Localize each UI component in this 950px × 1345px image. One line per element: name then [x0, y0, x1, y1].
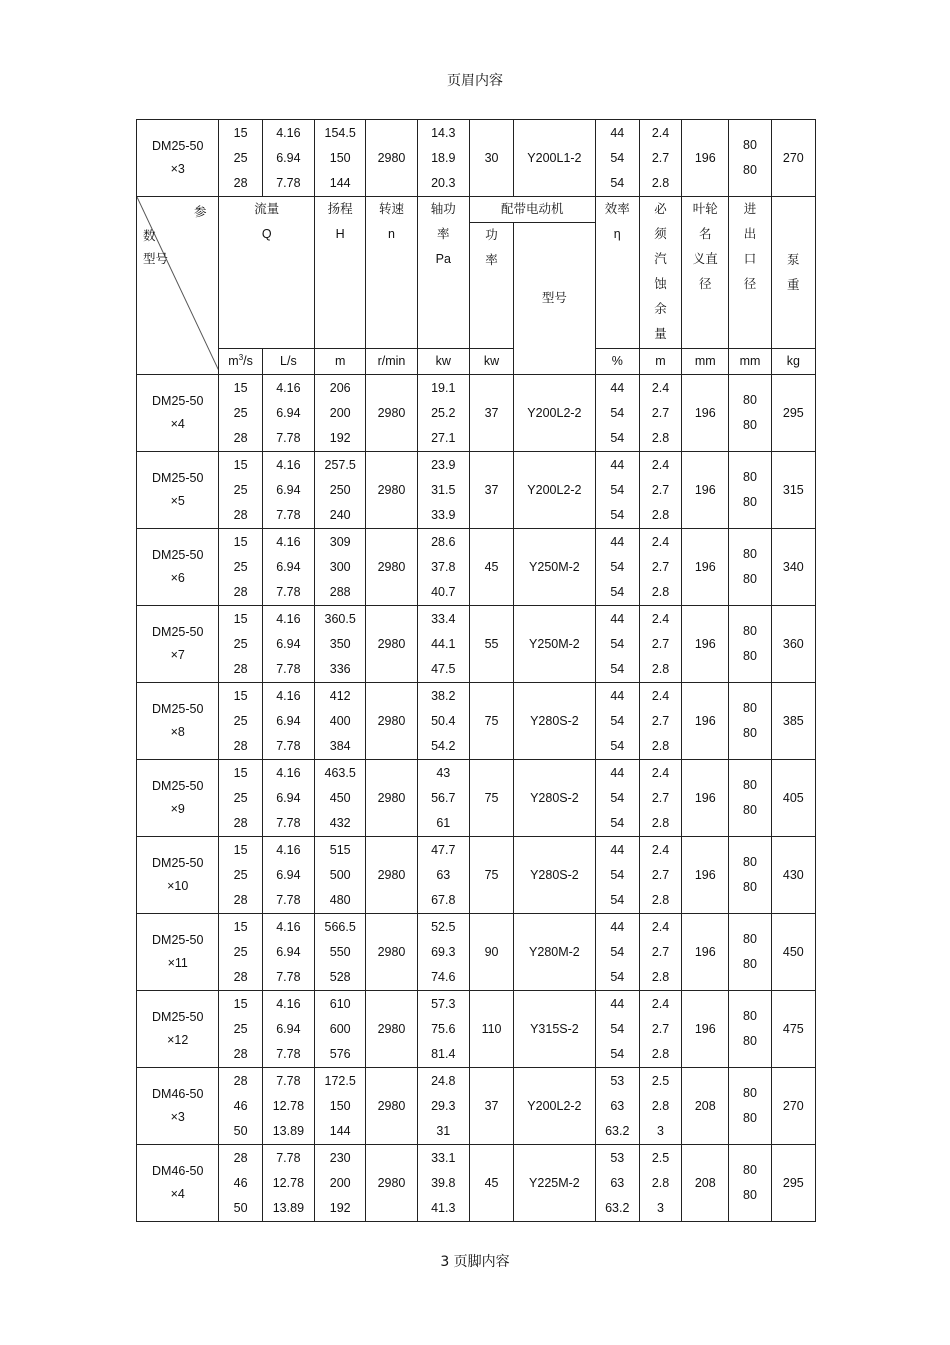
shaft-power-cell: 33.4 44.1 47.5 [417, 606, 469, 683]
motor-power-cell: 30 [469, 120, 513, 197]
header-shu-label: 数 [143, 229, 156, 243]
header-head: 扬程 H [315, 197, 366, 349]
unit-port: mm [729, 349, 771, 375]
motor-model-cell: Y225M-2 [514, 1145, 595, 1222]
header-speed: 转速 n [366, 197, 417, 349]
motor-power-cell: 37 [469, 375, 513, 452]
flow-ls-cell: 4.16 6.94 7.78 [262, 760, 314, 837]
motor-power-cell: 75 [469, 837, 513, 914]
efficiency-cell: 44 54 54 [595, 452, 639, 529]
impeller-cell: 208 [682, 1068, 729, 1145]
model-cell: DM25-50 ×8 [137, 683, 219, 760]
npsh-cell: 2.5 2.8 3 [639, 1068, 681, 1145]
model-cell: DM25-50 ×3 [137, 120, 219, 197]
port-cell: 80 80 [729, 529, 771, 606]
table-row [137, 1068, 816, 1145]
shaft-power-cell: 52.5 69.3 74.6 [417, 914, 469, 991]
speed-cell: 2980 [366, 375, 417, 452]
impeller-cell: 196 [682, 375, 729, 452]
speed-cell: 2980 [366, 452, 417, 529]
flow-m3-cell: 15 25 28 [219, 683, 262, 760]
flow-m3-cell: 15 25 28 [219, 529, 262, 606]
table-row [137, 837, 816, 914]
flow-m3-cell: 28 46 50 [219, 1068, 262, 1145]
head-cell: 463.5 450 432 [315, 760, 366, 837]
flow-ls-cell: 4.16 6.94 7.78 [262, 452, 314, 529]
shaft-power-cell: 28.6 37.8 40.7 [417, 529, 469, 606]
npsh-cell: 2.4 2.7 2.8 [639, 914, 681, 991]
motor-model-cell: Y200L2-2 [514, 375, 595, 452]
weight-cell: 295 [771, 1145, 815, 1222]
impeller-cell: 208 [682, 1145, 729, 1222]
npsh-cell: 2.4 2.7 2.8 [639, 683, 681, 760]
table-row [137, 760, 816, 837]
speed-cell: 2980 [366, 120, 417, 197]
motor-power-cell: 110 [469, 991, 513, 1068]
shaft-power-cell: 38.2 50.4 54.2 [417, 683, 469, 760]
efficiency-cell: 44 54 54 [595, 375, 639, 452]
header-npsh: 必 须 汽 蚀 余 量 [639, 197, 681, 349]
weight-cell: 270 [771, 120, 815, 197]
header-efficiency: 效率 η [595, 197, 639, 349]
efficiency-cell: 44 54 54 [595, 683, 639, 760]
unit-shaft: kw [417, 349, 469, 375]
port-cell: 80 80 [729, 452, 771, 529]
npsh-cell: 2.4 2.7 2.8 [639, 991, 681, 1068]
flow-m3-cell: 15 25 28 [219, 760, 262, 837]
flow-m3-cell: 15 25 28 [219, 606, 262, 683]
efficiency-cell: 44 54 54 [595, 606, 639, 683]
table-row [137, 683, 816, 760]
speed-cell: 2980 [366, 1068, 417, 1145]
head-cell: 206 200 192 [315, 375, 366, 452]
header-model-label: 型号 [143, 252, 169, 266]
weight-cell: 405 [771, 760, 815, 837]
flow-ls-cell: 4.16 6.94 7.78 [262, 529, 314, 606]
motor-power-cell: 75 [469, 760, 513, 837]
head-cell: 360.5 350 336 [315, 606, 366, 683]
port-cell: 80 80 [729, 683, 771, 760]
weight-cell: 360 [771, 606, 815, 683]
unit-efficiency: % [595, 349, 639, 375]
head-cell: 154.5 150 144 [315, 120, 366, 197]
speed-cell: 2980 [366, 529, 417, 606]
efficiency-cell: 53 63 63.2 [595, 1145, 639, 1222]
model-cell: DM25-50 ×6 [137, 529, 219, 606]
unit-flow-m3: $m^3/s$ [219, 349, 262, 375]
port-cell: 80 80 [729, 991, 771, 1068]
head-cell: 566.5 550 528 [315, 914, 366, 991]
table-row [137, 375, 816, 452]
motor-model-cell: Y315S-2 [514, 991, 595, 1068]
speed-cell: 2980 [366, 683, 417, 760]
motor-power-cell: 37 [469, 452, 513, 529]
impeller-cell: 196 [682, 452, 729, 529]
model-cell: DM25-50 ×5 [137, 452, 219, 529]
shaft-power-cell: 14.3 18.9 20.3 [417, 120, 469, 197]
header-motor-model: 型号 [514, 223, 595, 375]
model-cell: DM25-50 ×7 [137, 606, 219, 683]
motor-power-cell: 55 [469, 606, 513, 683]
head-cell: 515 500 480 [315, 837, 366, 914]
npsh-cell: 2.4 2.7 2.8 [639, 120, 681, 197]
weight-cell: 385 [771, 683, 815, 760]
npsh-cell: 2.4 2.7 2.8 [639, 375, 681, 452]
page-footer: 3 页脚内容 [440, 1254, 510, 1270]
speed-cell: 2980 [366, 991, 417, 1068]
weight-cell: 475 [771, 991, 815, 1068]
weight-cell: 450 [771, 914, 815, 991]
motor-model-cell: Y200L1-2 [514, 120, 595, 197]
port-cell: 80 80 [729, 1145, 771, 1222]
header-impeller: 叶轮 名 义直 径 [682, 197, 729, 349]
flow-ls-cell: 4.16 6.94 7.78 [262, 375, 314, 452]
impeller-cell: 196 [682, 837, 729, 914]
table-row [137, 914, 816, 991]
header-port: 进 出 口 径 [729, 197, 771, 349]
unit-impeller: mm [682, 349, 729, 375]
port-cell: 80 80 [729, 120, 771, 197]
model-cell: DM46-50 ×4 [137, 1145, 219, 1222]
motor-model-cell: Y250M-2 [514, 606, 595, 683]
npsh-cell: 2.4 2.7 2.8 [639, 529, 681, 606]
motor-power-cell: 45 [469, 1145, 513, 1222]
unit-flow-ls: L/s [262, 349, 314, 375]
table-body-top [137, 120, 816, 197]
shaft-power-cell: 33.1 39.8 41.3 [417, 1145, 469, 1222]
speed-cell: 2980 [366, 760, 417, 837]
efficiency-cell: 44 54 54 [595, 120, 639, 197]
header-flow: 流量 Q [219, 197, 315, 349]
head-cell: 610 600 576 [315, 991, 366, 1068]
table-row [137, 529, 816, 606]
unit-npsh: m [639, 349, 681, 375]
unit-motor-power: kw [469, 349, 513, 375]
motor-model-cell: Y280S-2 [514, 837, 595, 914]
efficiency-cell: 53 63 63.2 [595, 1068, 639, 1145]
motor-power-cell: 75 [469, 683, 513, 760]
flow-ls-cell: 4.16 6.94 7.78 [262, 120, 314, 197]
motor-model-cell: Y250M-2 [514, 529, 595, 606]
pump-spec-table [136, 119, 816, 1222]
port-cell: 80 80 [729, 375, 771, 452]
port-cell: 80 80 [729, 837, 771, 914]
head-cell: 230 200 192 [315, 1145, 366, 1222]
efficiency-cell: 44 54 54 [595, 529, 639, 606]
motor-model-cell: Y200L2-2 [514, 1068, 595, 1145]
speed-cell: 2980 [366, 1145, 417, 1222]
header-motor-power: 功 率 [469, 223, 513, 349]
table-body [137, 375, 816, 1222]
port-cell: 80 80 [729, 914, 771, 991]
model-cell: DM25-50 ×9 [137, 760, 219, 837]
weight-cell: 270 [771, 1068, 815, 1145]
header-shaft-power: 轴功 率 Pa [417, 197, 469, 349]
motor-power-cell: 45 [469, 529, 513, 606]
npsh-cell: 2.4 2.7 2.8 [639, 837, 681, 914]
weight-cell: 295 [771, 375, 815, 452]
flow-ls-cell: 4.16 6.94 7.78 [262, 606, 314, 683]
efficiency-cell: 44 54 54 [595, 991, 639, 1068]
flow-m3-cell: 15 25 28 [219, 120, 262, 197]
table-row [137, 991, 816, 1068]
flow-ls-cell: 4.16 6.94 7.78 [262, 683, 314, 760]
header-weight: 泵 重 [771, 197, 815, 349]
head-cell: 257.5 250 240 [315, 452, 366, 529]
efficiency-cell: 44 54 54 [595, 837, 639, 914]
header-param-label: 参 [193, 205, 207, 219]
model-cell: DM25-50 ×10 [137, 837, 219, 914]
flow-m3-cell: 15 25 28 [219, 837, 262, 914]
flow-m3-cell: 15 25 28 [219, 991, 262, 1068]
shaft-power-cell: 43 56.7 61 [417, 760, 469, 837]
impeller-cell: 196 [682, 606, 729, 683]
diagonal-header-cell [137, 197, 219, 375]
port-cell: 80 80 [729, 1068, 771, 1145]
impeller-cell: 196 [682, 683, 729, 760]
table-header [137, 197, 816, 375]
impeller-cell: 196 [682, 529, 729, 606]
shaft-power-cell: 24.8 29.3 31 [417, 1068, 469, 1145]
efficiency-cell: 44 54 54 [595, 914, 639, 991]
motor-power-cell: 90 [469, 914, 513, 991]
head-cell: 412 400 384 [315, 683, 366, 760]
head-cell: 172.5 150 144 [315, 1068, 366, 1145]
shaft-power-cell: 19.1 25.2 27.1 [417, 375, 469, 452]
impeller-cell: 196 [682, 991, 729, 1068]
table-row [137, 1145, 816, 1222]
flow-m3-cell: 28 46 50 [219, 1145, 262, 1222]
unit-head: m [315, 349, 366, 375]
page-header: 页眉内容 [447, 73, 503, 89]
npsh-cell: 2.4 2.7 2.8 [639, 606, 681, 683]
speed-cell: 2980 [366, 837, 417, 914]
model-cell: DM25-50 ×4 [137, 375, 219, 452]
flow-ls-cell: 4.16 6.94 7.78 [262, 837, 314, 914]
npsh-cell: 2.4 2.7 2.8 [639, 760, 681, 837]
port-cell: 80 80 [729, 760, 771, 837]
motor-model-cell: Y280S-2 [514, 760, 595, 837]
npsh-cell: 2.5 2.8 3 [639, 1145, 681, 1222]
table-row [137, 120, 816, 197]
table-row [137, 452, 816, 529]
motor-power-cell: 37 [469, 1068, 513, 1145]
flow-ls-cell: 4.16 6.94 7.78 [262, 914, 314, 991]
shaft-power-cell: 57.3 75.6 81.4 [417, 991, 469, 1068]
motor-model-cell: Y280S-2 [514, 683, 595, 760]
impeller-cell: 196 [682, 760, 729, 837]
impeller-cell: 196 [682, 914, 729, 991]
header-motor: 配带电动机 [469, 197, 595, 223]
weight-cell: 315 [771, 452, 815, 529]
model-cell: DM46-50 ×3 [137, 1068, 219, 1145]
flow-m3-cell: 15 25 28 [219, 914, 262, 991]
shaft-power-cell: 23.9 31.5 33.9 [417, 452, 469, 529]
flow-ls-cell: 4.16 6.94 7.78 [262, 991, 314, 1068]
speed-cell: 2980 [366, 914, 417, 991]
flow-ls-cell: 7.78 12.78 13.89 [262, 1145, 314, 1222]
motor-model-cell: Y280M-2 [514, 914, 595, 991]
table-row [137, 606, 816, 683]
impeller-cell: 196 [682, 120, 729, 197]
weight-cell: 430 [771, 837, 815, 914]
head-cell: 309 300 288 [315, 529, 366, 606]
flow-m3-cell: 15 25 28 [219, 375, 262, 452]
speed-cell: 2980 [366, 606, 417, 683]
model-cell: DM25-50 ×12 [137, 991, 219, 1068]
weight-cell: 340 [771, 529, 815, 606]
efficiency-cell: 44 54 54 [595, 760, 639, 837]
npsh-cell: 2.4 2.7 2.8 [639, 452, 681, 529]
motor-model-cell: Y200L2-2 [514, 452, 595, 529]
flow-ls-cell: 7.78 12.78 13.89 [262, 1068, 314, 1145]
model-cell: DM25-50 ×11 [137, 914, 219, 991]
flow-m3-cell: 15 25 28 [219, 452, 262, 529]
shaft-power-cell: 47.7 63 67.8 [417, 837, 469, 914]
unit-weight: kg [771, 349, 815, 375]
unit-speed: r/min [366, 349, 417, 375]
port-cell: 80 80 [729, 606, 771, 683]
